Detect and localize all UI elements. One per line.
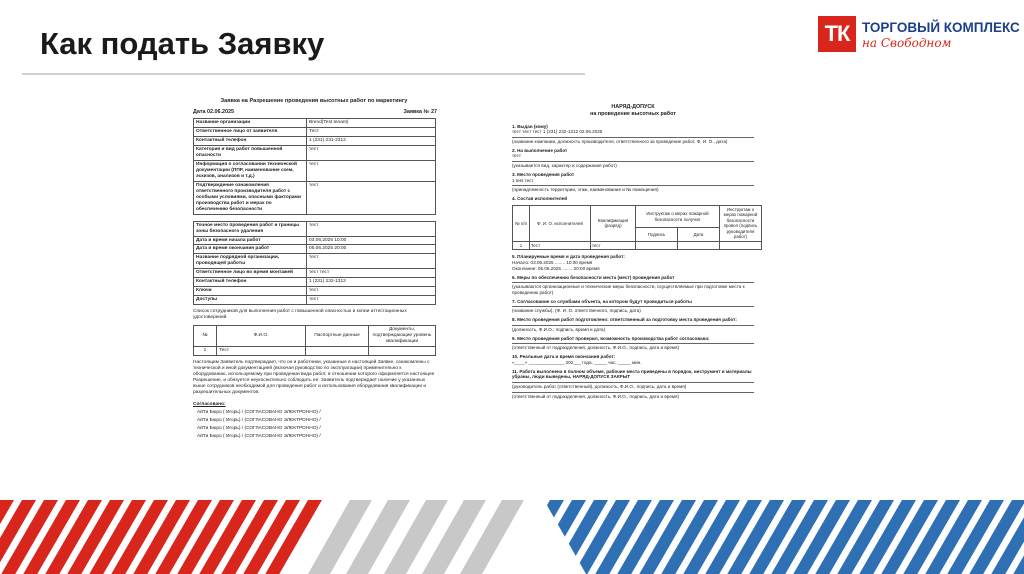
application-table-2 [193, 221, 436, 306]
staff-header: Паспортные данные [306, 326, 369, 347]
logo-name: ТОРГОВЫЙ КОМПЛЕКС [862, 20, 1020, 35]
application-row [194, 136, 436, 145]
row-label: Категория и вид работ повышенной опасности [194, 145, 307, 160]
permit-section-10 [512, 354, 754, 365]
staff-cell: Тест [217, 347, 306, 356]
section-heading: 7. Согласование со службами объекта, на котором будут проводиться работы [512, 298, 692, 304]
executors-table [512, 205, 762, 251]
row-label: Дата и время начала работ [194, 236, 307, 245]
row-label: Дата и время окончания работ [194, 245, 307, 254]
approvals [193, 402, 435, 440]
permit-section-3 [512, 172, 754, 193]
application-row [194, 221, 436, 236]
row-value: тест тест [307, 269, 436, 278]
section-heading: 9. Место проведения работ проверил, возможность производства работ согласована: [512, 335, 710, 341]
application-number: Заявка № 27 [403, 108, 437, 115]
red-stripe-block [0, 500, 322, 574]
application-row [194, 269, 436, 278]
row-label: Информация о согласовании технической документации (ППР, наименование схем, эскизов, анализов и т.д.) [194, 160, 307, 181]
application-row [194, 245, 436, 254]
row-value: тест [307, 287, 436, 296]
staff-note: Список сотрудников для выполнения работ с повышенной опасностью и копии аттестационных удостоверений [193, 309, 407, 321]
staff-header: № [194, 326, 217, 347]
row-value: тест [307, 254, 436, 269]
approval-row: АйТи Бюро ( Игорь) / (СОГЛАСОВАНО ЭЛЕКТРОННО) / [197, 434, 321, 440]
approval-row: АйТи Бюро ( Игорь) / (СОГЛАСОВАНО ЭЛЕКТРОННО) / [197, 418, 321, 424]
row-value: тест [307, 145, 436, 160]
permit-section-2 [512, 148, 754, 169]
staff-cell [306, 347, 369, 356]
row-label: Доступы [194, 296, 307, 305]
row-value: тест [307, 181, 436, 214]
executors-header: Ф. И. О. исполнителей [530, 205, 591, 241]
section-value: тест тест тест 1 (231) 232-1312 02.06.2025 [512, 129, 603, 135]
application-row [194, 287, 436, 296]
approval-row: АйТи Бюро ( Игорь) / (СОГЛАСОВАНО ЭЛЕКТРОННО) / [197, 410, 321, 416]
section-heading: 6. Меры по обеспечению безопасности места (мест) проведения работ [512, 274, 675, 280]
application-row [194, 236, 436, 245]
section-heading: 10. Реальные дата и время окончания работ: [512, 354, 616, 360]
application-row [194, 254, 436, 269]
section-note: (должность, Ф.И.О.; подпись, время и дата) [512, 326, 606, 332]
blue-stripe-block [544, 500, 1024, 574]
row-label: Название подрядной организации, проводящей работы [194, 254, 307, 269]
section-note: (указываются организационные и технические меры безопасности, осуществляемые при подготовке места к проведению работ) [512, 284, 745, 296]
executors-subheader: Подпись [636, 228, 678, 242]
row-value: 03.06.2025 10:00 [307, 236, 436, 245]
permit-section-8 [512, 317, 754, 332]
row-label: Подтверждение ознакомления ответственного производителя работ с особыми условиями, опасными факторами производства работ и мерах по обеспечению безопасности [194, 181, 307, 214]
section-note: (ответственный от подразделения, должность, Ф.И.О., подпись, дата и время) [512, 393, 680, 399]
row-value: тест [307, 221, 436, 236]
company-logo [818, 14, 1018, 54]
permit-document [502, 100, 764, 480]
staff-cell: 1 [194, 347, 217, 356]
application-row [194, 127, 436, 136]
executors-header: Квалификация (разряд) [591, 205, 636, 241]
row-label: Ключи [194, 287, 307, 296]
row-value: тест [307, 296, 436, 305]
application-row [194, 278, 436, 287]
application-document [175, 98, 453, 498]
application-date: Дата 02.06.2025 [193, 108, 234, 115]
row-label: Контактный телефон [194, 278, 307, 287]
permit-section-5 [512, 254, 754, 271]
application-title: Заявка на Разрешение проведения высотных работ по маркетингу [220, 98, 408, 104]
application-row [194, 145, 436, 160]
page-title: Как подать Заявку [40, 26, 325, 61]
row-value: тест [307, 160, 436, 181]
title-divider [22, 73, 585, 75]
approval-row: АйТи Бюро ( Игорь) / (СОГЛАСОВАНО ЭЛЕКТРОННО) / [197, 426, 321, 432]
row-label: Точное место проведения работ и границы зоны безопасного удаления [194, 221, 307, 236]
section-note: (название компании, должность производителя, ответственного за проведение работ, Ф. И. О., дата) [512, 138, 728, 144]
row-value: 1 (231) 231-2312 [307, 136, 436, 145]
row-label: Контактный телефон [194, 136, 307, 145]
permit-section-7 [512, 299, 754, 314]
application-row [194, 181, 436, 214]
section-value: 1 test тест [512, 177, 534, 183]
logo-mark: ТК [818, 16, 856, 52]
section-note: (название службы), (Ф. И. О. ответственного, подпись, дата) [512, 308, 641, 314]
executors-header: № п/п [513, 205, 530, 241]
application-table-1 [193, 118, 436, 215]
permit-title-text: НАРЯД-ДОПУСК [611, 104, 655, 110]
approvals-title: Согласовано: [193, 402, 226, 408]
section-note: (принадлежность территории, этаж, наименование и № помещения) [512, 187, 659, 193]
executors-cell: 1 [513, 241, 530, 250]
section-heading: 8. Место проведения работ подготовлено: ответственный за подготовку места проведения работ: [512, 317, 737, 323]
application-row [194, 296, 436, 305]
application-row [194, 160, 436, 181]
section-value: Окончание: 05.06.2025 ........ 20:00 время [512, 265, 600, 271]
executors-cell: Тест [530, 241, 591, 250]
permit-subtitle: на проведение высотных работ [590, 110, 676, 117]
section-heading: 1. Выдан (кому) [512, 123, 548, 129]
staff-header: Документы, подтверждающие уровень квалификации [369, 326, 436, 347]
permit-section-9 [512, 336, 754, 351]
section-value: тест [512, 153, 522, 159]
staff-header: Ф.И.О. [217, 326, 306, 347]
row-value: 1 (231) 232-1312 [307, 278, 436, 287]
section-heading: 5. Планируемые время и дата проведения работ: [512, 254, 625, 260]
executors-header: Инструктаж о мерах пожарной безопасности получил [636, 205, 720, 227]
row-value: Brend(Test tenant) [307, 118, 436, 127]
row-value: Тест [307, 127, 436, 136]
section-heading: 11. Работа выполнена в полном объеме, рабочие места приведены в порядок, инструмент и материалы убраны, люди выведены, НАРЯД-ДОПУСК ЗАКРЫТ [512, 368, 752, 380]
application-row [194, 118, 436, 127]
staff-table [193, 325, 436, 356]
section-heading: 3. Место проведения работ [512, 171, 575, 177]
section-heading: 2. На выполнение работ [512, 147, 568, 153]
section-note: (ответственный от подразделения, должность, Ф.И.О., подпись, дата и время) [512, 345, 680, 351]
section-value: «____» ______________ 202___ года, _____ час. _____ мин. [512, 359, 642, 365]
logo-subtitle: на Свободном [862, 36, 952, 50]
application-header [193, 109, 437, 116]
section-heading: 4. Состав исполнителей [512, 196, 568, 202]
section-note: (указывается вид, характер и содержание работ) [512, 163, 617, 169]
executors-subheader: Дата [678, 228, 720, 242]
executors-cell: тест [591, 241, 636, 250]
staff-cell [369, 347, 436, 356]
permit-section-1 [512, 124, 754, 145]
row-label: Ответственное лицо от заявителя [194, 127, 307, 136]
decorative-stripe-band [0, 500, 1024, 574]
section-value: Начало: 03.06.2025 ........ 10:00 время [512, 260, 593, 266]
executors-header: Инструктаж о мерах пожарной безопасности провел (подпись руководителя работ) [720, 205, 762, 241]
permit-title [502, 104, 764, 118]
confirm-text: Настоящим Заявитель подтверждает, что он и работники, указанные в настоящей Заявке, ознакомлены с технической и иной документацией (включая руководство по эксплуатации) применительно к оборудованию, используемому при проведении вида работ, в отношении которого оформляется настоящее Разрешение, и обязуется неукоснительно соблюдать ее. Заявитель подтверждает наличие у указанных выше сотрудников необходимой для проведения работ и использования оборудования квалификации и разрешительных документов. [193, 360, 435, 396]
row-value: 05.06.2025 20:00 [307, 245, 436, 254]
row-label: Название организации [194, 118, 307, 127]
permit-section-6 [512, 275, 754, 296]
section-note: (руководитель работ (ответственный), должность, Ф.И.О., подпись, дата и время) [512, 384, 687, 390]
permit-section-11 [512, 369, 754, 400]
row-label: Ответственное лицо во время монтажей [194, 269, 307, 278]
permit-section-4 [512, 196, 754, 202]
